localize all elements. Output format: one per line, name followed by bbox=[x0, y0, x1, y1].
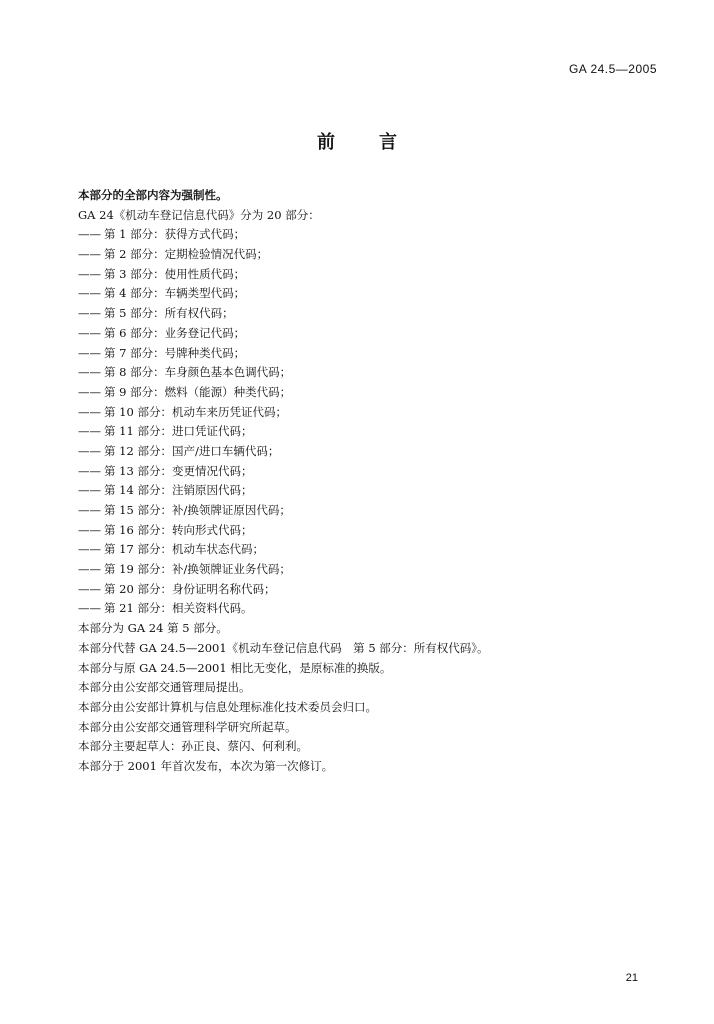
list-item bbox=[78, 304, 658, 324]
list-item bbox=[78, 422, 658, 442]
list-dash: —— bbox=[78, 266, 101, 281]
list-dash: —— bbox=[78, 443, 101, 458]
note-line: 本部分由公安部交通管理局提出。 bbox=[78, 680, 251, 695]
list-item-text: 第 4 部分：车辆类型代码； bbox=[104, 286, 246, 301]
list-item-text: 第 19 部分：补/换领牌证业务代码； bbox=[104, 562, 291, 577]
list-item bbox=[78, 265, 658, 285]
list-item bbox=[78, 560, 658, 580]
mandatory-statement: 本部分的全部内容为强制性。 bbox=[78, 188, 228, 202]
list-dash: —— bbox=[78, 562, 101, 577]
list-item bbox=[78, 580, 658, 600]
list-item bbox=[78, 363, 658, 383]
page-title: 前言 bbox=[317, 132, 441, 153]
list-item-text: 第 1 部分：获得方式代码； bbox=[104, 227, 246, 242]
note-line: 本部分由公安部交通管理科学研究所起草。 bbox=[78, 719, 297, 734]
list-dash: —— bbox=[78, 581, 101, 596]
list-dash: —— bbox=[78, 384, 101, 399]
list-item-text: 第 2 部分：定期检验情况代码； bbox=[104, 247, 269, 262]
note-line: 本部分主要起草人：孙正良、蔡闪、何利利。 bbox=[78, 739, 308, 754]
list-dash: —— bbox=[78, 483, 101, 498]
list-item bbox=[78, 481, 658, 501]
list-item bbox=[78, 383, 658, 403]
list-dash: —— bbox=[78, 601, 101, 616]
list-dash: —— bbox=[78, 463, 101, 478]
list-item bbox=[78, 540, 658, 560]
list-item-text: 第 7 部分：号牌种类代码； bbox=[104, 345, 246, 360]
list-item-text: 第 6 部分：业务登记代码； bbox=[104, 325, 246, 340]
list-item bbox=[78, 225, 658, 245]
list-item bbox=[78, 344, 658, 364]
list-item-text: 第 15 部分：补/换领牌证原因代码； bbox=[104, 503, 291, 517]
list-item-text: 第 9 部分：燃料（能源）种类代码； bbox=[104, 384, 292, 399]
list-item-text: 第 10 部分：机动车来历凭证代码； bbox=[104, 404, 287, 419]
list-dash: —— bbox=[78, 424, 101, 439]
list-dash: —— bbox=[78, 503, 101, 517]
list-item-text: 第 8 部分：车身颜色基本色调代码； bbox=[104, 365, 292, 380]
list-item bbox=[78, 284, 658, 304]
list-dash: —— bbox=[78, 247, 101, 262]
list-item-text: 第 20 部分：身份证明名称代码； bbox=[104, 581, 276, 596]
note-line: 本部分代替 GA 24.5—2001《机动车登记信息代码 第 5 部分：所有权代码》。 bbox=[78, 640, 489, 655]
list-item bbox=[78, 403, 658, 423]
list-item-text: 第 5 部分：所有权代码； bbox=[104, 306, 234, 321]
list-item-text: 第 13 部分：变更情况代码； bbox=[104, 463, 253, 478]
standard-code: GA 24.5—2005 bbox=[568, 62, 657, 76]
list-item-text: 第 17 部分：机动车状态代码； bbox=[104, 542, 264, 557]
list-dash: —— bbox=[78, 542, 101, 557]
note-line: 本部分于 2001 年首次发布，本次为第一次修订。 bbox=[78, 758, 334, 773]
list-dash: —— bbox=[78, 306, 101, 321]
list-dash: —— bbox=[78, 325, 101, 340]
foreword-body bbox=[78, 186, 658, 777]
list-dash: —— bbox=[78, 404, 101, 419]
parts-count-statement: GA 24《机动车登记信息代码》分为 20 部分： bbox=[78, 207, 320, 222]
list-dash: —— bbox=[78, 227, 101, 242]
list-item-text: 第 3 部分：使用性质代码； bbox=[104, 266, 246, 281]
list-item bbox=[78, 245, 658, 265]
list-item-text: 第 14 部分：注销原因代码； bbox=[104, 483, 253, 498]
list-item-text: 第 12 部分：国产/进口车辆代码； bbox=[104, 443, 280, 458]
list-item-text: 第 11 部分：进口凭证代码； bbox=[104, 424, 253, 439]
page-number: 21 bbox=[625, 972, 638, 984]
list-dash: —— bbox=[78, 286, 101, 301]
note-line: 本部分由公安部计算机与信息处理标准化技术委员会归口。 bbox=[78, 699, 377, 714]
list-item-text: 第 21 部分：相关资料代码。 bbox=[104, 601, 253, 616]
list-item bbox=[78, 599, 658, 619]
list-item-text: 第 16 部分：转向形式代码； bbox=[104, 522, 253, 537]
list-item bbox=[78, 462, 658, 482]
note-line: 本部分与原 GA 24.5—2001 相比无变化，是原标准的换版。 bbox=[78, 660, 392, 675]
list-dash: —— bbox=[78, 522, 101, 537]
list-item bbox=[78, 324, 658, 344]
list-dash: —— bbox=[78, 365, 101, 380]
list-item bbox=[78, 521, 658, 541]
list-dash: —— bbox=[78, 345, 101, 360]
note-line: 本部分为 GA 24 第 5 部分。 bbox=[78, 621, 228, 636]
parts-list bbox=[78, 225, 658, 619]
list-item bbox=[78, 442, 658, 462]
list-item bbox=[78, 501, 658, 521]
notes-section bbox=[78, 619, 658, 777]
